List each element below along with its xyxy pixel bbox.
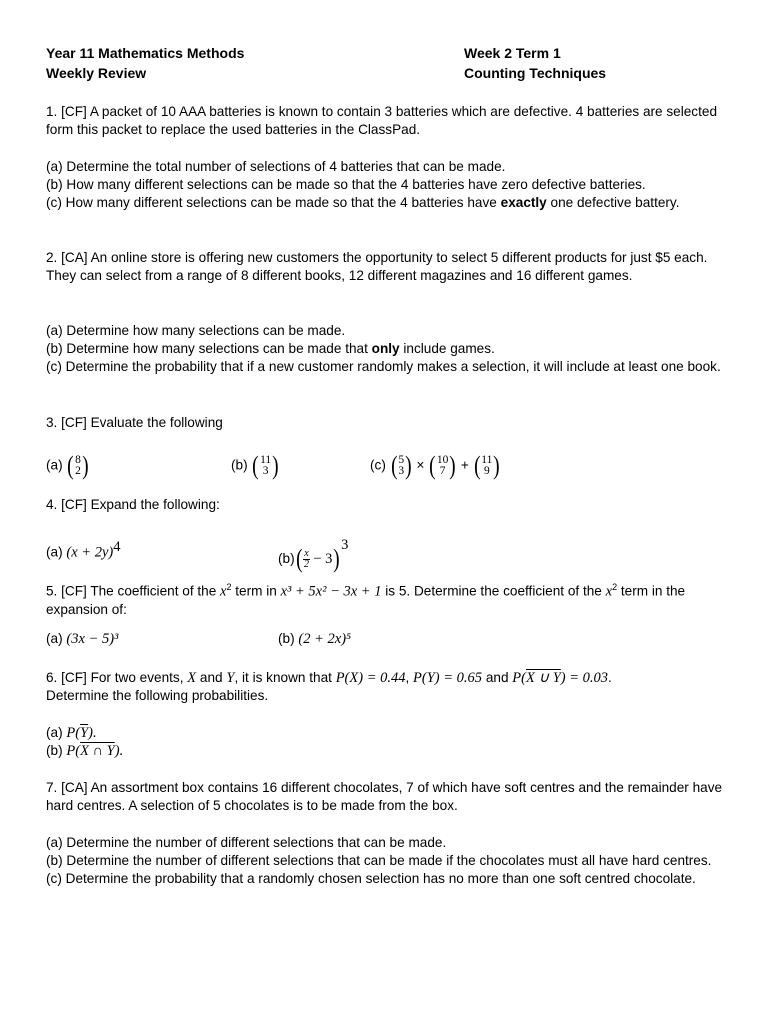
q4-part-a: (a) $(x + 2y)^4$	[46, 539, 121, 561]
binomial: ( 11 9 )	[473, 451, 500, 480]
question-4	[46, 496, 726, 514]
question-7	[46, 779, 726, 815]
topic-label: Counting Techniques	[464, 65, 607, 81]
binomial: ( 5 3 )	[390, 451, 412, 480]
question-2	[46, 249, 726, 285]
q5-part-a: (a) (3x − 5)³	[46, 631, 119, 647]
q2-part-a: (a) Determine how many selections can be made.	[46, 323, 346, 338]
question-7-parts	[46, 834, 726, 889]
q4-stem: 4. [CF] Expand the following:	[46, 497, 220, 512]
q6-stem: 6. [CF] For two events, X and Y, it is known that P(X) = 0.44, P(Y) = 0.65 and P(X ∪ Y) = 0.03.	[46, 670, 612, 686]
q5-part-b: (b) (2 + 2x)⁵	[278, 631, 352, 647]
question-1	[46, 103, 726, 139]
q3-part-a: (a) ( 8 2 )	[46, 451, 89, 480]
question-1-parts	[46, 158, 726, 213]
question-5	[46, 578, 726, 619]
q7-stem: 7. [CA] An assortment box contains 16 different chocolates, 7 of which have soft centres and the remainder have hard centres. A selection of 5 chocolates is to be made from the box.	[46, 780, 723, 814]
q6-instruction: Determine the following probabilities.	[46, 688, 269, 704]
q1-part-c: (c) How many different selections can be made so that the 4 batteries have exactly one defective battery.	[46, 195, 680, 211]
subtitle: Weekly Review	[46, 65, 147, 81]
q7-part-c: (c) Determine the probability that a randomly chosen selection has no more than one soft centred chocolate.	[46, 871, 696, 887]
q4-part-b: (b) ( $\frac{x}{2}$ − 3 ) $^3$	[278, 537, 349, 574]
binomial: ( 10 7 )	[429, 451, 457, 480]
question-6	[46, 669, 726, 705]
q3-stem: 3. [CF] Evaluate the following	[46, 415, 223, 430]
q2-part-b: (b) Determine how many selections can be made that only include games.	[46, 341, 495, 357]
q2-stem: 2. [CA] An online store is offering new customers the opportunity to select 5 different products for just $5 each. They can select from a range of 8 different books, 12 different magazines and 16 different games.	[46, 250, 708, 284]
q5-stem: 5. [CF] The coefficient of the $x^2$ term in x³ + 5x² − 3x + 1 is 5. Determine the coefficient of the $x^2$ term in the expansion of:	[46, 582, 686, 617]
question-3	[46, 414, 726, 432]
q1-stem: 1. [CF] A packet of 10 AAA batteries is known to contain 3 batteries which are defective. 4 batteries are selected form this packet to replace the used batteries in the ClassPad.	[46, 104, 718, 138]
q7-part-b: (b) Determine the number of different selections that can be made if the chocolates must all have hard centres.	[46, 853, 712, 869]
q6-part-b: (b) P(X ∩ Y).	[46, 743, 124, 760]
binomial: ( 8 2 )	[67, 451, 89, 480]
q3-part-b: (b) ( 11 3 )	[231, 451, 279, 480]
binomial: ( 11 3 )	[252, 451, 279, 480]
week-label: Week 2 Term 1	[464, 45, 561, 61]
q3-part-c: (c) ( 5 3 ) × ( 10 7 ) + ( 11 9 )	[370, 451, 500, 480]
question-6-parts	[46, 724, 726, 760]
q2-part-c: (c) Determine the probability that if a new customer randomly makes a selection, it will include at least one book.	[46, 359, 721, 375]
q6-part-a: (a) $P(\overline{Y})$.	[46, 725, 97, 741]
course-title: Year 11 Mathematics Methods	[46, 45, 245, 61]
q1-part-a: (a) Determine the total number of selections of 4 batteries that can be made.	[46, 159, 506, 174]
question-2-parts	[46, 322, 726, 377]
q7-part-a: (a) Determine the number of different selections that can be made.	[46, 835, 447, 850]
q1-part-b: (b) How many different selections can be made so that the 4 batteries have zero defective batteries.	[46, 177, 646, 193]
